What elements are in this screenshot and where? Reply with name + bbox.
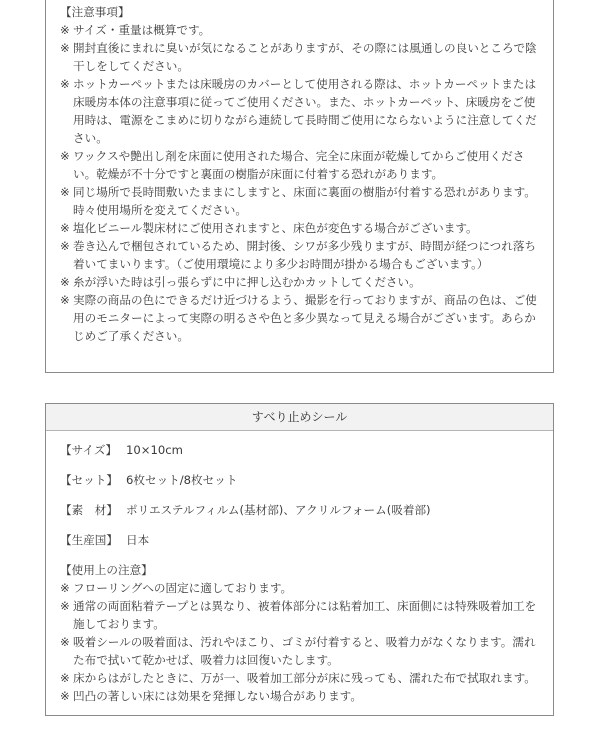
- usage-item: ※ 凹凸の著しい床には効果を発揮しない場合があります。: [60, 687, 537, 705]
- spec-row-size: [60, 435, 537, 465]
- note-item: ※ ワックスや艶出し剤を床面に使用された場合、完全に床面が乾燥してからご使用ください。乾燥が不十分ですと裏面の樹脂が床面に付着する恐れがあります。: [60, 147, 537, 183]
- spec-value: 10×10cm: [126, 443, 183, 457]
- spec-row-origin: [60, 525, 537, 555]
- notes-heading: 【注意事項】: [60, 5, 130, 19]
- spec-value: ポリエステルフィルム(基材部)、アクリルフォーム(吸着部): [126, 503, 431, 517]
- spec-body: [46, 435, 553, 705]
- note-item: ※ 巻き込んで梱包されているため、開封後、シワが多少残りますが、時間が経つにつれ落ち着いてまいります。（ご使用環境により多少お時間が掛かる場合もございます。）: [60, 237, 537, 273]
- spec-value: 日本: [126, 533, 150, 547]
- note-item: ※ 実際の商品の色にできるだけ近づけるよう、撮影を行っておりますが、商品の色は、ご使用のモニターによって実際の明るさや色と多少異なって見える場合がございます。あらかじめご了承ください。: [60, 291, 537, 345]
- spec-label: 【生産国】: [60, 533, 118, 547]
- spec-row-set: [60, 465, 537, 495]
- notes-panel: [45, 0, 554, 373]
- usage-heading: 【使用上の注意】: [60, 563, 153, 577]
- spec-label: 【素 材】: [60, 503, 118, 517]
- note-item: ※ 開封直後にまれに臭いが気になることがありますが、その際には風通しの良いところで陰干しをしてください。: [60, 39, 537, 75]
- note-item: ※ 同じ場所で長時間敷いたままにしますと、床面に裏面の樹脂が付着する恐れがあります。時々使用場所を変えてください。: [60, 183, 537, 219]
- note-item: ※ ホットカーペットまたは床暖房のカバーとして使用される際は、ホットカーペットまたは床暖房本体の注意事項に従ってご使用ください。また、ホットカーペット、床暖房をご使用時は、電源をこまめに切りながら連続して長時間ご使用にならないように注意してください。: [60, 75, 537, 147]
- notes-content: [46, 0, 553, 345]
- spec-label: 【セット】: [60, 473, 118, 487]
- spec-title: すべり止めシール: [46, 404, 553, 431]
- spec-row-material: [60, 495, 537, 525]
- note-item: ※ サイズ・重量は概算です。: [60, 21, 537, 39]
- usage-notes: [60, 561, 537, 705]
- spec-panel: [45, 403, 554, 716]
- usage-item: ※ フローリングへの固定に適しております。: [60, 579, 537, 597]
- usage-item: ※ 通常の両面粘着テープとは異なり、被着体部分には粘着加工、床面側には特殊吸着加工を施しております。: [60, 597, 537, 633]
- usage-item: ※ 吸着シールの吸着面は、汚れやほこり、ゴミが付着すると、吸着力がなくなります。濡れた布で拭いて乾かせば、吸着力は回復いたします。: [60, 633, 537, 669]
- note-item: ※ 塩化ビニール製床材にご使用されますと、床色が変色する場合がございます。: [60, 219, 537, 237]
- usage-item: ※ 床からはがしたときに、万が一、吸着加工部分が床に残っても、濡れた布で拭取れます。: [60, 669, 537, 687]
- spec-value: 6枚セット/8枚セット: [126, 473, 238, 487]
- spec-label: 【サイズ】: [60, 443, 118, 457]
- note-item: ※ 糸が浮いた時は引っ張らずに中に押し込むかカットしてください。: [60, 273, 537, 291]
